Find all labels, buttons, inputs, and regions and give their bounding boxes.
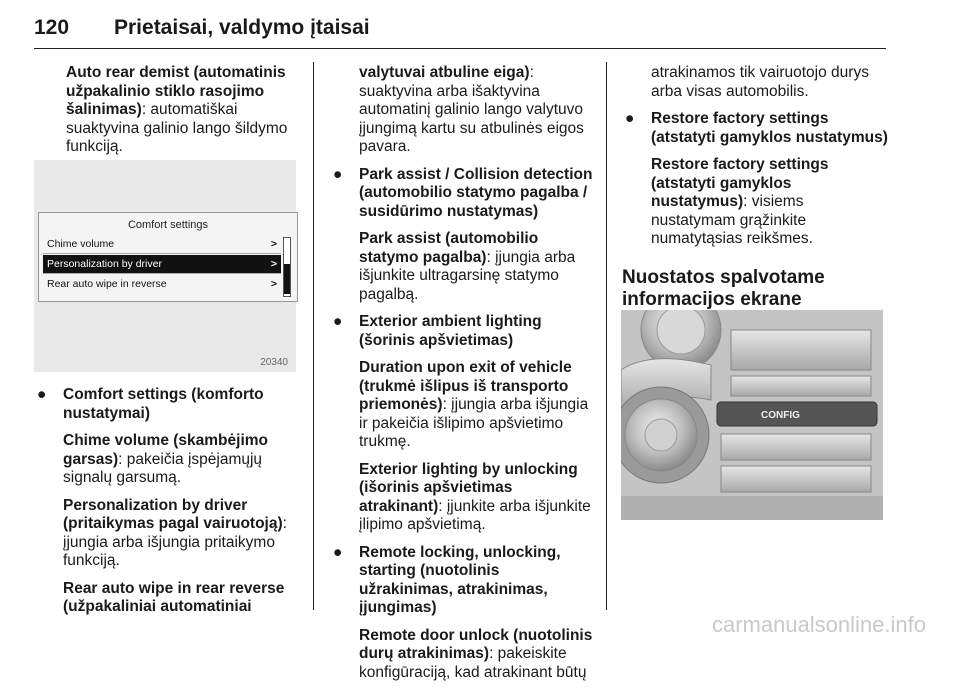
bullet-restore-factory: ● Restore factory settings (atstatyti gamyklos nustatymus): [625, 110, 888, 146]
duration-paragraph: Duration upon exit of vehicle (trukmė išlipus iš transporto priemonės): įjungia arba išjungia ir pakeičia išlipimo apšvietimo trukmę.: [359, 359, 589, 450]
comfort-settings-screen-image: [34, 160, 296, 372]
exterior-unlock-paragraph: Exterior lighting by unlocking (išorinis apšvietimas atrakinant): įjunkite arba išjunkite įlipimo apšvietimą.: [359, 460, 591, 533]
screen-scrollbar: [283, 237, 291, 297]
column-2: [330, 64, 596, 691]
scroll-thumb: [284, 264, 290, 294]
rear-wipe-continued: valytuvai atbuline eiga): suaktyvina arba išaktyvina automatinį galinio lango valytuvo įjungimą kartu su atbulinės eigos pavara.: [359, 64, 584, 155]
restore-factory-paragraph: Restore factory settings (atstatyti gamyklos nustatymus): visiems nustatymam grąžinkite numatytąsias reikšmes.: [651, 156, 829, 247]
chevron-right-icon: >: [270, 238, 277, 250]
bullet-remote-locking: ● Remote locking, unlocking, starting (nuotolinis užrakinimas, atrakinimas, įjungimas): [333, 543, 561, 616]
bullet-comfort-settings: ● Comfort settings (komforto nustatymai): [37, 386, 264, 422]
remote-unlock-continued: atrakinamos tik vairuotojo durys arba visas automobilis.: [651, 64, 869, 100]
bullet-icon: ●: [333, 543, 343, 561]
bullet-icon: ●: [333, 313, 343, 330]
chapter-title: Prietaisai, valdymo įtaisai: [114, 16, 370, 39]
auto-rear-demist-paragraph: Auto rear demist (automatinis užpakalinio stiklo rasojimo šalinimas): automatiškai suaktyvina galinio lango šildymo funkciją.: [66, 64, 288, 155]
bullet-exterior-lighting: ● Exterior ambient lighting (šorinis apšvietimas): [333, 313, 542, 349]
config-button-label: CONFIG: [761, 410, 800, 421]
column-divider: [606, 62, 607, 610]
screen-panel: [38, 212, 298, 302]
watermark: carmanualsonline.info: [711, 612, 926, 637]
bullet-icon: ●: [625, 110, 635, 127]
screen-row-chime: Chime volume >: [43, 235, 281, 254]
section-heading: Nuostatos spalvotame informacijos ekrane: [622, 266, 825, 310]
control-panel-photo: [621, 310, 883, 520]
rear-wipe-paragraph: Rear auto wipe in rear reverse (užpakaliniai automatiniai: [63, 579, 285, 615]
column-1-lower: [34, 386, 300, 626]
control-panel-illustration: [621, 310, 883, 520]
screen-title: Comfort settings: [127, 219, 209, 231]
page-number: 120: [34, 16, 70, 39]
park-assist-paragraph: Park assist (automobilio statymo pagalba): įjungia arba išjunkite ultragarsinę statymo pagalbą.: [359, 230, 576, 303]
image-number: 20340: [260, 357, 288, 368]
bullet-park-assist: ● Park assist / Collision detection (automobilio statymo pagalba / susidūrimo nustatymas): [333, 165, 593, 220]
chevron-right-icon: >: [270, 278, 277, 290]
bullet-icon: ●: [37, 386, 47, 403]
screen-row-rear-wipe: Rear auto wipe in reverse >: [43, 275, 281, 294]
personalization-paragraph: Personalization by driver (pritaikymas pagal vairuotoją): įjungia arba išjungia pritaikymo funkciją.: [63, 496, 287, 569]
remote-unlock-paragraph: Remote door unlock (nuotolinis durų atrakinimas): pakeiskite konfigūraciją, kad atrakinant būtų: [359, 626, 593, 681]
bullet-icon: ●: [333, 165, 343, 183]
screen-row-personalization: Personalization by driver >: [43, 255, 281, 274]
column-1: [34, 64, 300, 166]
chevron-right-icon: >: [270, 258, 277, 270]
page-header: [34, 14, 886, 49]
chime-volume-paragraph: Chime volume (skambėjimo garsas): pakeičia įspėjamųjų signalų garsumą.: [63, 432, 269, 486]
column-divider: [313, 62, 314, 610]
